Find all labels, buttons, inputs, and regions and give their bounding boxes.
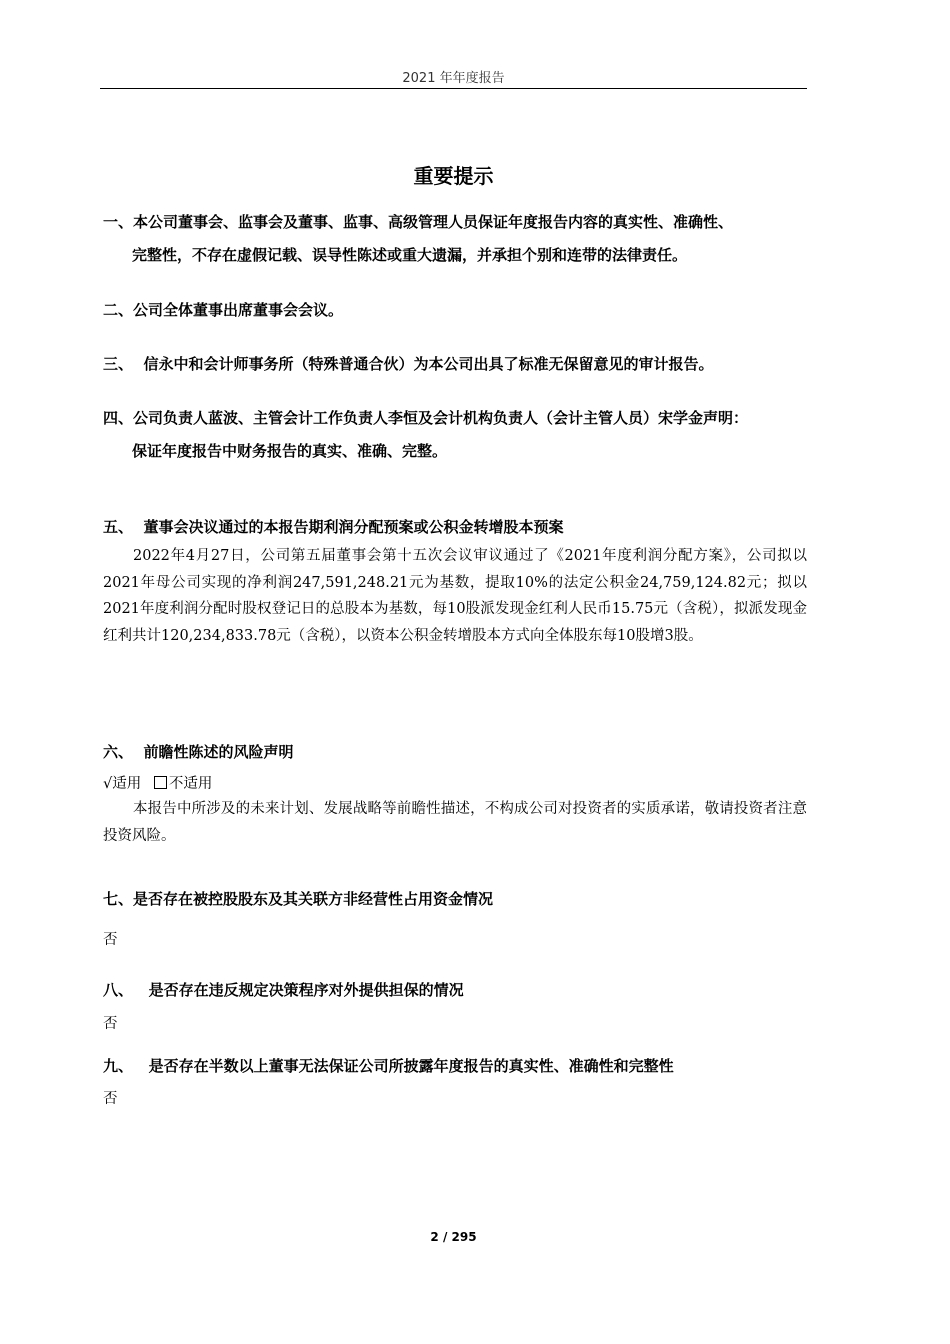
- item-2: 二、公司全体董事出席董事会会议。: [103, 301, 344, 319]
- item-6-body: 本报告中所涉及的未来计划、发展战略等前瞻性描述，不构成公司对投资者的实质承诺，敬请投资者注意投资风险。: [103, 801, 807, 844]
- item-8-answer: 否: [103, 1016, 118, 1032]
- item-7-answer: 否: [103, 932, 118, 948]
- page-title: 重要提示: [413, 164, 494, 188]
- item-9-heading: 九、 是否存在半数以上董事无法保证公司所披露年度报告的真实性、准确性和完整性: [103, 1057, 674, 1075]
- item-9-answer: 否: [103, 1091, 118, 1107]
- item-8-heading: 八、 是否存在违反规定决策程序对外提供担保的情况: [103, 981, 464, 999]
- item-6-heading: 六、 前瞻性陈述的风险声明: [103, 743, 294, 761]
- not-applicable-label: 不适用: [168, 776, 213, 792]
- applicable-label: 适用: [112, 776, 142, 792]
- page-number: 2 / 295: [430, 1230, 477, 1244]
- item-3: 三、 信永中和会计师事务所（特殊普通合伙）为本公司出具了标准无保留意见的审计报告。: [103, 355, 714, 373]
- item-1-line-2: 完整性，不存在虚假记载、误导性陈述或重大遗漏，并承担个别和连带的法律责任。: [132, 246, 688, 264]
- header-rule: [100, 88, 807, 89]
- item-1-line-1: 一、本公司董事会、监事会及董事、监事、高级管理人员保证年度报告内容的真实性、准确性、: [103, 213, 734, 231]
- item-7-heading: 七、是否存在被控股股东及其关联方非经营性占用资金情况: [103, 890, 494, 908]
- running-header: 2021 年年度报告: [402, 71, 505, 86]
- item-4-line-2: 保证年度报告中财务报告的真实、准确、完整。: [132, 442, 448, 460]
- empty-checkbox-icon: [154, 776, 167, 789]
- item-5-body: 2022年4月27日，公司第五届董事会第十五次会议审议通过了《2021年度利润分配方案》，公司拟以2021年母公司实现的净利润247,591,248.21元为基数，提取10%的法定公积金24,759,124.82元；拟以2021年度利润分配时股权登记日的总股本为基数，每10股派发现金红利人民币15.75元（含税），拟派发现金红利共计120,234,833.78元（含税），以资本公积金转增股本方式向全体股东每10股增3股。: [103, 548, 807, 644]
- item-5-heading: 五、 董事会决议通过的本报告期利润分配预案或公积金转增股本预案: [103, 518, 564, 536]
- item-4-line-1: 四、公司负责人蓝波、主管会计工作负责人李恒及会计机构负责人（会计主管人员）宋学金声明：: [103, 409, 749, 427]
- checkmark-icon: √: [103, 776, 113, 792]
- applicability-options: [103, 772, 212, 793]
